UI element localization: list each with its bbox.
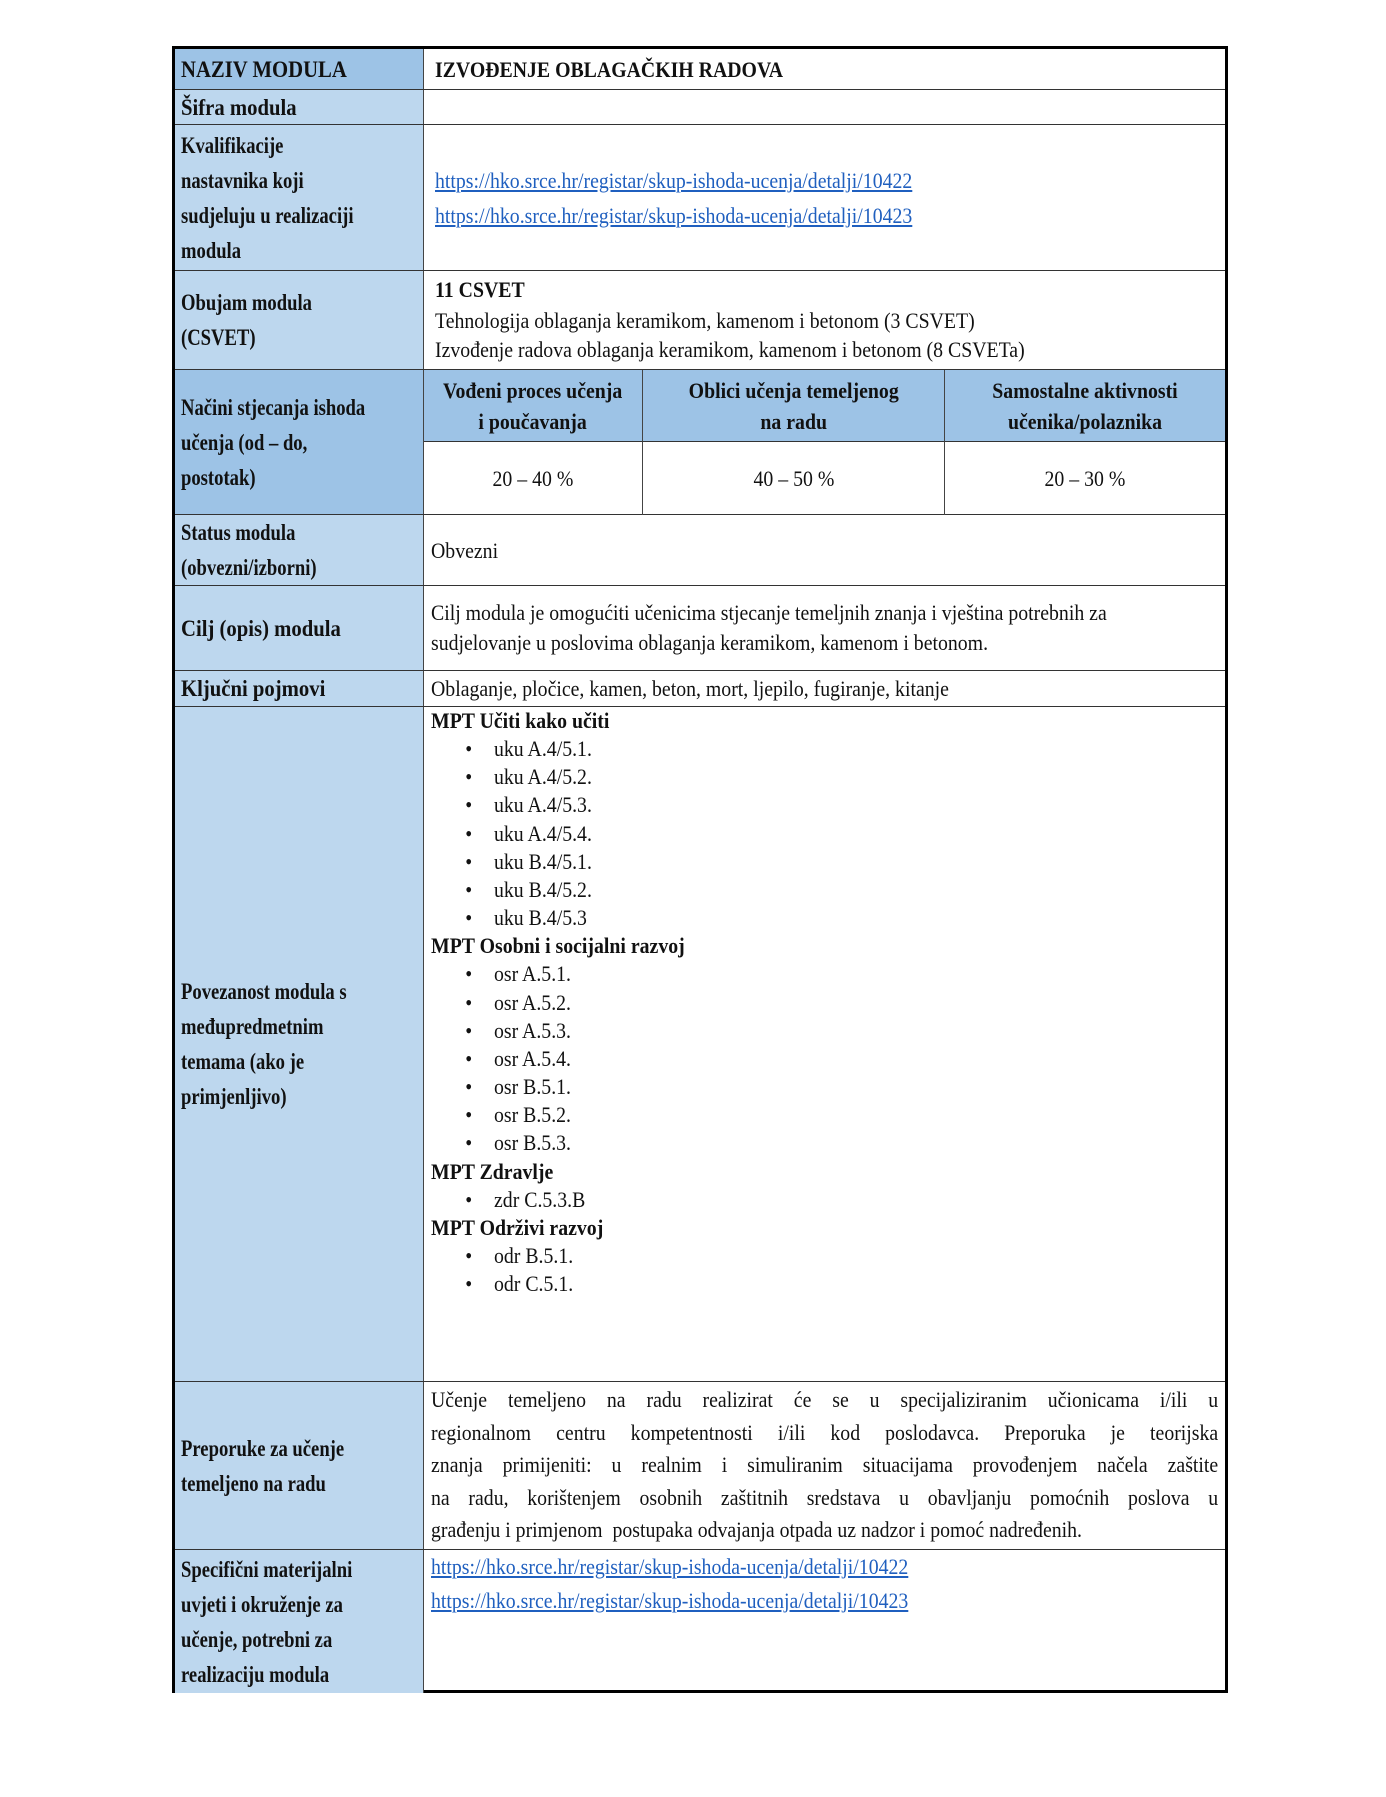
- qualification-link-10422[interactable]: https://hko.srce.hr/registar/skup-ishoda-ucenja/detalji/10422: [435, 167, 913, 193]
- label-conditions: Specifični materijalni uvjeti i okruženje za učenje, potrebni za realizaciju modula: [175, 1550, 424, 1693]
- value-cross-curricular: [424, 707, 1225, 1381]
- list-item: • uku A.4/5.3.: [431, 791, 1211, 819]
- list-item: • osr A.5.1.: [431, 960, 1211, 988]
- list-item: • uku B.4/5.2.: [431, 876, 1211, 904]
- method-value-independent: 20 – 30 %: [1044, 466, 1126, 491]
- method-value-work-based: 40 – 50 %: [643, 442, 945, 515]
- value-work-based-learning: Učenje temeljeno na radu realizirat će se u specijaliziranim učionicama i/ili u regionalnom centru kompetentnosti i/ili kod poslodavca. Preporuka je teorijska znanja primijeniti: u realnim i simuliranim situacijama provođenjem načela zaštite na radu, korištenjem osobnih zaštitnih sredstava u obavljanju pomoćnih poslova u građenju i primjenom postupaka odvajanja otpada uz nadzor i pomoć nadređenih.: [431, 1387, 1219, 1542]
- value-qualifications: [424, 125, 1225, 270]
- list-item: • uku A.4/5.1.: [431, 735, 1211, 763]
- value-module-code: [424, 90, 1225, 124]
- method-header-guided: Vođeni proces učenja i poučavanja: [424, 370, 643, 442]
- value-goal: Cilj modula je omogućiti učenicima stjecanje temeljnih znanja i vještina potrebnih za sudjelovanje u poslovima oblaganja keramikom, kamenom i betonom.: [431, 600, 1107, 655]
- row-conditions: [175, 1550, 1225, 1693]
- row-module-name: [175, 49, 1225, 90]
- method-header-work-based: Oblici učenja temeljenog na radu: [643, 370, 945, 442]
- list-item: • uku A.4/5.4.: [431, 820, 1211, 848]
- method-header-independent: Samostalne aktivnosti učenika/polaznika: [945, 370, 1225, 442]
- topic-list-personal-social: [431, 960, 1211, 1157]
- topic-title-sustainable: MPT Održivi razvoj: [431, 1214, 604, 1240]
- value-module-name: IZVOĐENJE OBLAGAČKIH RADOVA: [435, 56, 783, 82]
- label-cross-curricular: Povezanost modula s međupredmetnim temama (ako je primjenljivo): [175, 707, 424, 1381]
- list-item: • osr B.5.3.: [431, 1129, 1211, 1157]
- qualification-link-10423[interactable]: https://hko.srce.hr/registar/skup-ishoda-ucenja/detalji/10423: [435, 202, 913, 228]
- topic-list-learn-to-learn: [431, 735, 1211, 932]
- module-table: [172, 46, 1228, 1693]
- method-value-guided: 20 – 40 %: [424, 442, 643, 515]
- row-goal: [175, 586, 1225, 671]
- label-module-name: NAZIV MODULA: [175, 49, 424, 89]
- label-module-code: Šifra modula: [175, 90, 424, 124]
- list-item: • osr B.5.1.: [431, 1073, 1211, 1101]
- conditions-link-10423[interactable]: https://hko.srce.hr/registar/skup-ishoda-ucenja/detalji/10423: [431, 1588, 909, 1613]
- list-item: • uku A.4/5.2.: [431, 763, 1211, 791]
- list-item: • zdr C.5.3.B: [431, 1186, 1211, 1214]
- list-item: • osr B.5.2.: [431, 1101, 1211, 1129]
- list-item: • osr A.5.4.: [431, 1045, 1211, 1073]
- label-qualifications: Kvalifikacije nastavnika koji sudjeluju u realizaciji modula: [175, 125, 424, 270]
- row-module-code: [175, 90, 1225, 125]
- value-volume: 11 CSVET Tehnologija oblaganja keramikom, kamenom i betonom (3 CSVET) Izvođenje radova oblaganja keramikom, kamenom i betonom (8 CSVETa): [435, 277, 1025, 362]
- row-status: [175, 515, 1225, 586]
- label-goal: Cilj (opis) modula: [175, 586, 424, 670]
- row-qualifications: [175, 125, 1225, 271]
- label-status: Status modula (obvezni/izborni): [175, 515, 424, 585]
- row-cross-curricular: [175, 707, 1225, 1382]
- list-item: • odr C.5.1.: [431, 1270, 1211, 1298]
- row-work-based-learning: [175, 1382, 1225, 1550]
- topic-title-health: MPT Zdravlje: [431, 1158, 554, 1184]
- list-item: • odr B.5.1.: [431, 1242, 1211, 1270]
- row-volume: [175, 271, 1225, 370]
- value-status: Obvezni: [431, 537, 499, 563]
- row-learning-methods: [175, 370, 1225, 515]
- topic-list-sustainable: [431, 1242, 1211, 1298]
- topic-list-health: [431, 1186, 1211, 1214]
- label-keywords: Ključni pojmovi: [175, 671, 424, 706]
- list-item: • osr A.5.2.: [431, 989, 1211, 1017]
- topic-title-learn-to-learn: MPT Učiti kako učiti: [431, 708, 610, 733]
- list-item: • osr A.5.3.: [431, 1017, 1211, 1045]
- list-item: • uku B.4/5.1.: [431, 848, 1211, 876]
- topic-title-personal-social: MPT Osobni i socijalni razvoj: [431, 933, 685, 959]
- value-keywords: Oblaganje, pločice, kamen, beton, mort, ljepilo, fugiranje, kitanje: [431, 676, 949, 701]
- label-work-based-learning: Preporuke za učenje temeljeno na radu: [175, 1382, 424, 1549]
- learning-methods-grid: [424, 370, 1225, 514]
- label-volume: Obujam modula (CSVET): [175, 271, 424, 369]
- value-conditions: [424, 1550, 1225, 1693]
- conditions-link-10422[interactable]: https://hko.srce.hr/registar/skup-ishoda-ucenja/detalji/10422: [431, 1554, 909, 1579]
- row-keywords: [175, 671, 1225, 707]
- list-item: • uku B.4/5.3: [431, 904, 1211, 932]
- label-learning-methods: Načini stjecanja ishoda učenja (od – do, postotak): [175, 370, 424, 514]
